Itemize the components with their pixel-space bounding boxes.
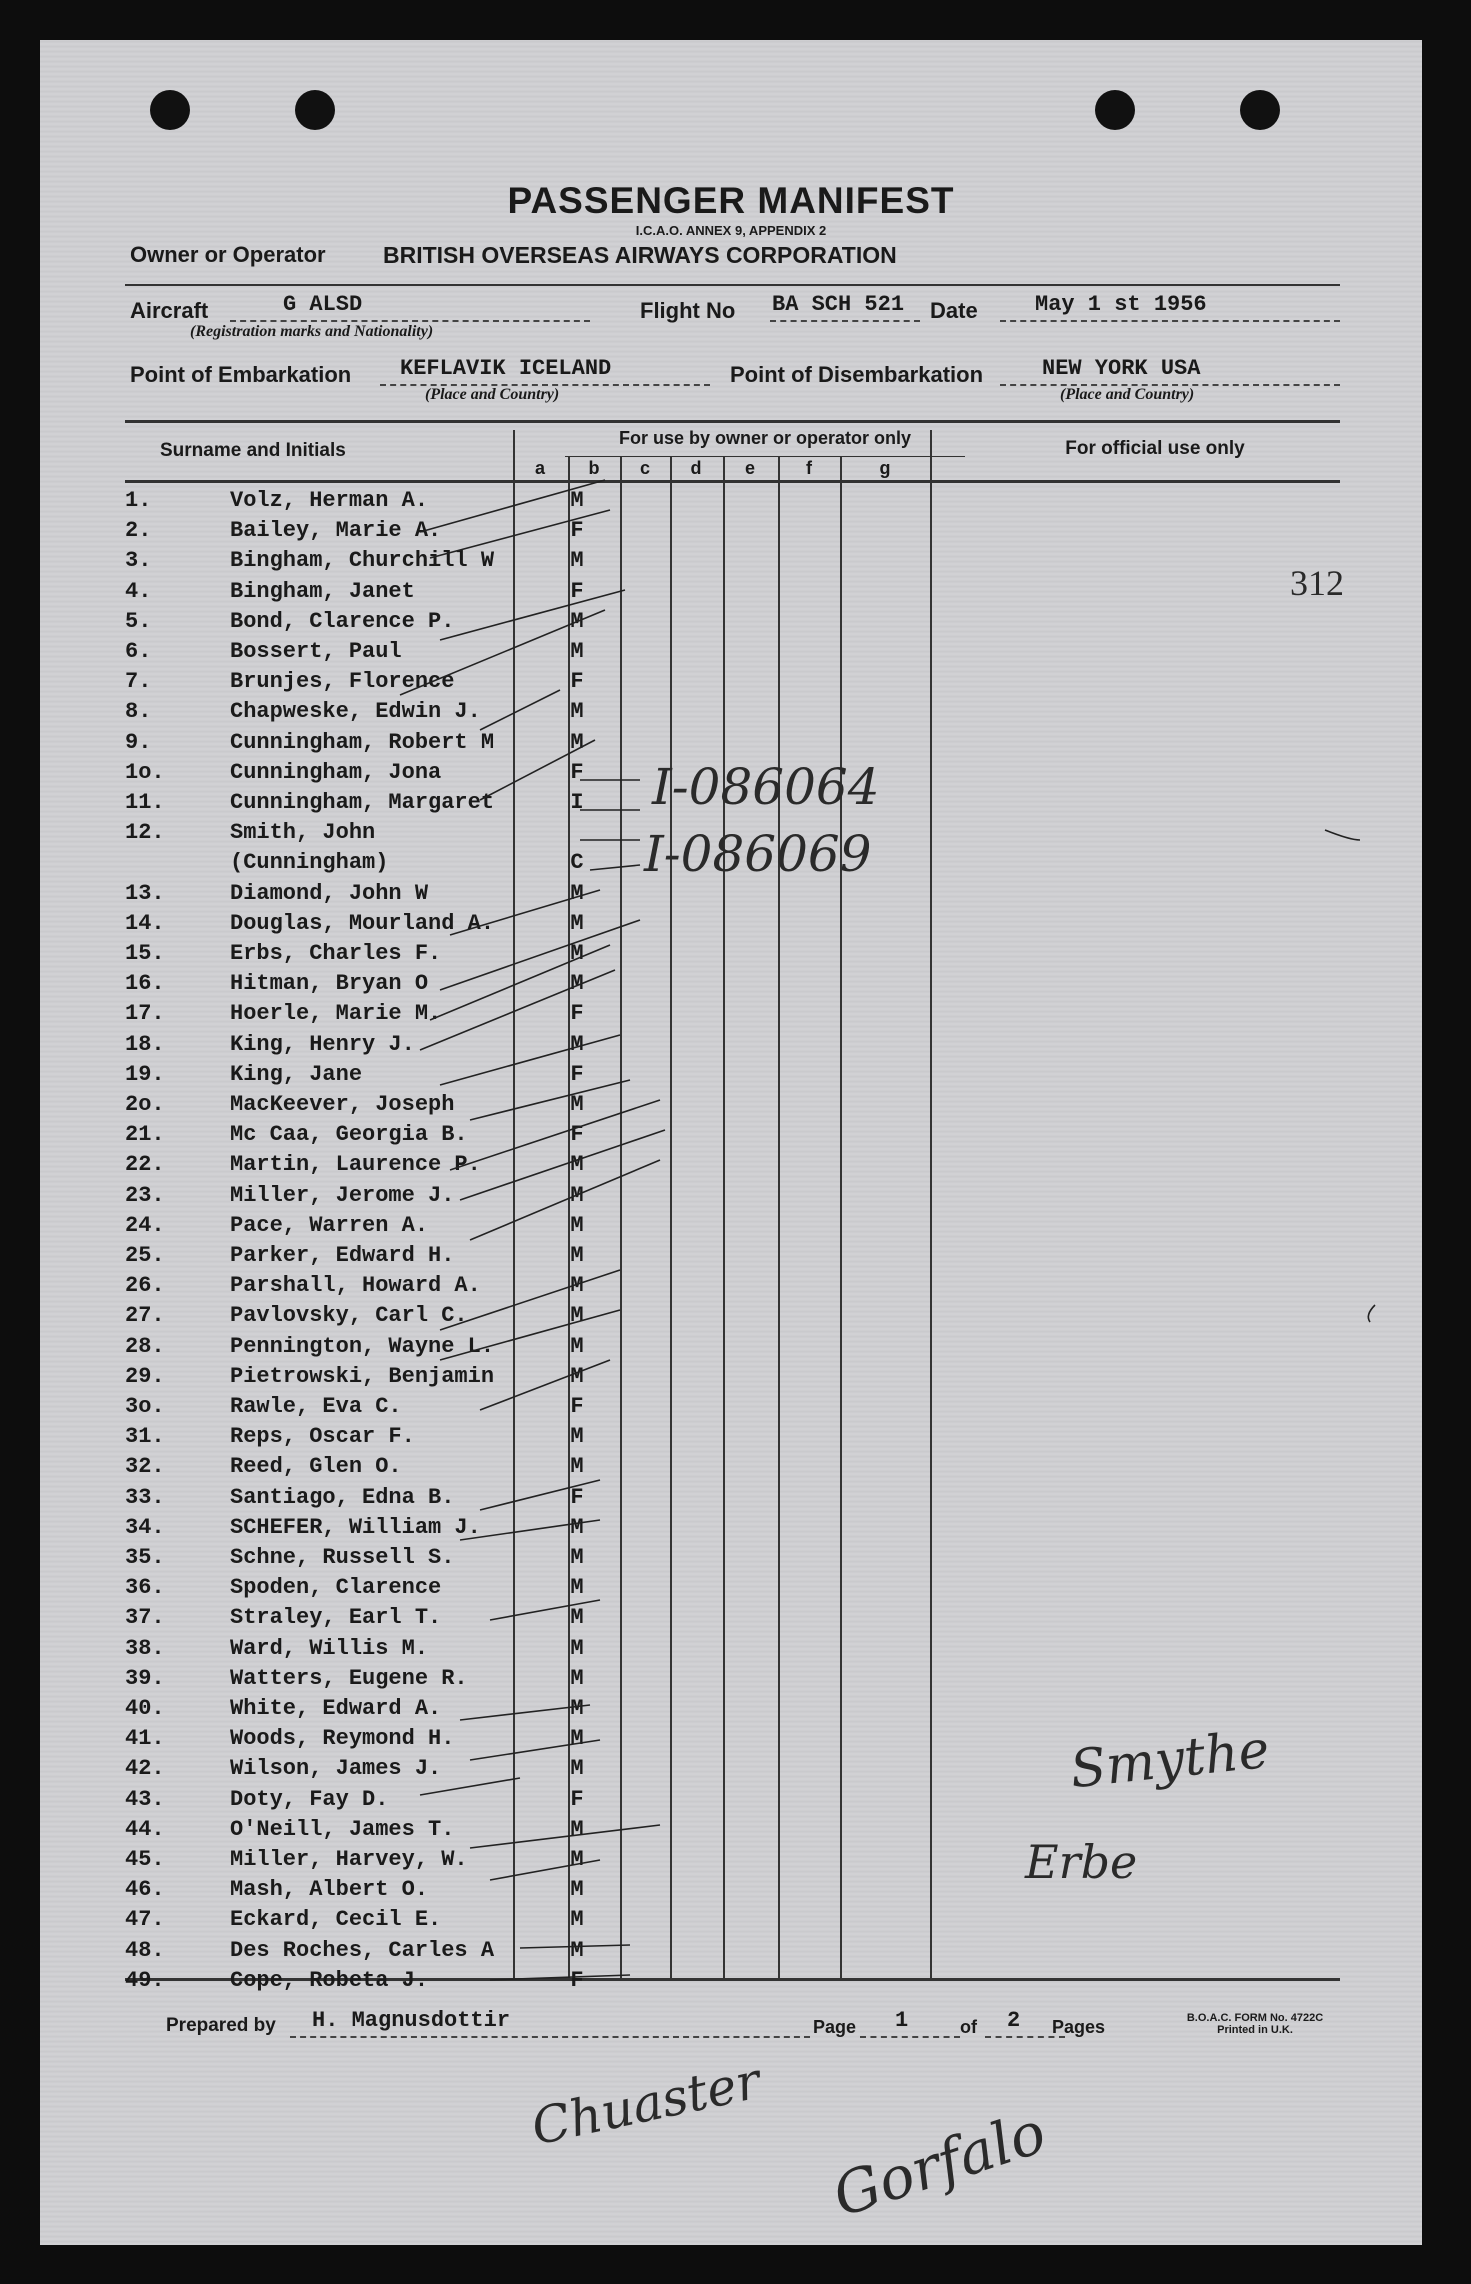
passenger-number: 34.: [125, 1514, 165, 1540]
disembarkation-value: NEW YORK USA: [1042, 356, 1201, 381]
passenger-name: Bingham, Churchill W: [230, 548, 495, 574]
passenger-name: Pace, Warren A.: [230, 1212, 429, 1238]
printed-note: Printed in U.K.: [1217, 2024, 1293, 2036]
passenger-number: 38.: [125, 1635, 165, 1661]
passenger-number: 16.: [125, 971, 165, 997]
passenger-name: O'Neill, James T.: [230, 1816, 455, 1842]
passenger-sex: F: [570, 669, 584, 695]
passenger-number: 48.: [125, 1937, 165, 1963]
passenger-name: Smith, John: [230, 820, 376, 846]
embarkation-caption: (Place and Country): [425, 386, 560, 403]
passenger-sex: C: [570, 850, 584, 876]
passenger-name: Bailey, Marie A.: [230, 518, 442, 544]
aircraft-value: G ALSD: [283, 292, 363, 317]
date-value: May 1 st 1956: [1035, 292, 1207, 317]
column-header-e: e: [744, 458, 755, 478]
surname-header: Surname and Initials: [160, 440, 346, 461]
column-header-d: d: [690, 458, 702, 478]
date-label: Date: [930, 298, 978, 323]
passenger-number: 29.: [125, 1363, 165, 1389]
disembarkation-caption: (Place and Country): [1060, 386, 1195, 403]
passenger-name: Brunjes, Florence: [230, 669, 455, 695]
of-label: of: [960, 2017, 977, 2037]
passenger-sex: M: [570, 1545, 584, 1570]
owner-value: BRITISH OVERSEAS AIRWAYS CORPORATION: [383, 242, 897, 268]
owner-label: Owner or Operator: [130, 242, 326, 267]
passenger-number: 6.: [125, 639, 152, 664]
passenger-name: Eckard, Cecil E.: [230, 1907, 442, 1933]
passenger-name: Cunningham, Jona: [230, 759, 442, 785]
passenger-sex: F: [570, 1967, 584, 1993]
operator-header: For use by owner or operator only: [618, 428, 912, 448]
passenger-name: Des Roches, Carles A: [230, 1937, 495, 1963]
passenger-sex: M: [570, 1575, 584, 1601]
passenger-sex: M: [570, 699, 584, 725]
passenger-name: Parker, Edward H.: [230, 1243, 455, 1268]
passenger-sex: M: [570, 1243, 584, 1268]
passenger-name: Straley, Earl T.: [230, 1605, 442, 1631]
passenger-number: 33.: [125, 1484, 165, 1510]
passenger-number: 47.: [125, 1907, 165, 1933]
passenger-sex: M: [570, 1454, 584, 1480]
passenger-name: Mc Caa, Georgia B.: [230, 1122, 468, 1148]
passenger-sex: M: [570, 1877, 584, 1903]
passenger-number: 43.: [125, 1786, 165, 1812]
passenger-number: 3o.: [125, 1394, 165, 1419]
passenger-sex: M: [570, 1031, 584, 1057]
prepared-by-value: H. Magnusdottir: [312, 2008, 511, 2033]
passenger-number: 23.: [125, 1182, 165, 1208]
passenger-sex: M: [570, 488, 584, 513]
page-value: 1: [895, 2008, 909, 2033]
passenger-sex: F: [570, 759, 584, 785]
passenger-name: Hoerle, Marie M.: [230, 1001, 442, 1027]
passenger-number: 19.: [125, 1061, 165, 1087]
passenger-name: Cope, Robeta J.: [230, 1967, 429, 1993]
passenger-name: Bond, Clarence P.: [230, 608, 455, 634]
passenger-name: Rawle, Eva C.: [230, 1394, 402, 1419]
checkmark-strokes: [40, 40, 1422, 2245]
passenger-name: Santiago, Edna B.: [230, 1484, 455, 1510]
passenger-number: 32.: [125, 1454, 165, 1480]
manifest-sheet: [40, 40, 1422, 2245]
form-number: [1165, 2012, 1345, 2036]
passenger-number: 41.: [125, 1726, 165, 1752]
flight-label: Flight No: [640, 298, 736, 323]
passenger-number: 17.: [125, 1001, 165, 1027]
passenger-name: Ward, Willis M.: [230, 1635, 429, 1661]
passenger-number: 28.: [125, 1333, 165, 1359]
passenger-name: Watters, Eugene R.: [230, 1665, 468, 1691]
handwritten-note-smythe: Smythe: [1067, 1719, 1273, 1801]
passenger-sex: M: [570, 1212, 584, 1238]
passenger-sex: F: [570, 1786, 584, 1812]
passenger-name: Miller, Jerome J.: [230, 1182, 455, 1208]
passenger-name: Schne, Russell S.: [230, 1545, 455, 1570]
passenger-number: 1.: [125, 488, 152, 513]
page-label: Page: [813, 2017, 857, 2037]
passenger-name: Miller, Harvey, W.: [230, 1847, 468, 1872]
passenger-number: 22.: [125, 1152, 165, 1178]
passenger-number: 13.: [125, 880, 165, 906]
passenger-name: Parshall, Howard A.: [230, 1273, 481, 1299]
passenger-number: 24.: [125, 1212, 165, 1238]
passenger-sex: M: [570, 1182, 584, 1208]
passenger-name: Doty, Fay D.: [230, 1786, 389, 1812]
passenger-name: White, Edward A.: [230, 1696, 442, 1721]
embarkation-label: Point of Embarkation: [130, 362, 352, 387]
passenger-sex: M: [570, 1303, 584, 1329]
passenger-sex: F: [570, 1394, 584, 1419]
prepared-by-label: Prepared by: [166, 2015, 276, 2036]
manifest-subtitle: I.C.A.O. ANNEX 9, APPENDIX 2: [635, 223, 827, 238]
passenger-sex: M: [570, 1605, 584, 1631]
passenger-name: (Cunningham): [230, 850, 389, 876]
passenger-sex: M: [570, 910, 584, 936]
passenger-sex: M: [570, 1847, 584, 1872]
passenger-number: 1o.: [125, 759, 165, 785]
passenger-sex: F: [570, 1061, 584, 1087]
passenger-number: 7.: [125, 669, 152, 695]
passenger-name: Bossert, Paul: [230, 639, 402, 664]
aircraft-caption: (Registration marks and Nationality): [190, 323, 434, 340]
passenger-number: 21.: [125, 1122, 165, 1148]
passenger-number: 3.: [125, 548, 152, 574]
passenger-sex: M: [570, 639, 584, 664]
passenger-sex: M: [570, 1756, 584, 1782]
passenger-name: Pavlovsky, Carl C.: [230, 1303, 468, 1329]
passenger-number: 44.: [125, 1816, 165, 1842]
passenger-number: 49.: [125, 1967, 165, 1993]
passenger-number: 4.: [125, 578, 152, 604]
passenger-number: 25.: [125, 1243, 165, 1268]
passenger-name: King, Jane: [230, 1061, 363, 1087]
passenger-name: Reed, Glen O.: [230, 1454, 402, 1480]
passenger-sex: F: [570, 1001, 584, 1027]
passenger-number: 35.: [125, 1545, 165, 1570]
passenger-number: 5.: [125, 608, 152, 634]
passenger-number: 26.: [125, 1273, 165, 1299]
passenger-number: 45.: [125, 1847, 165, 1872]
passenger-name: Pietrowski, Benjamin: [230, 1363, 495, 1389]
passenger-sex: M: [570, 608, 584, 634]
passenger-name: Wilson, James J.: [230, 1756, 442, 1782]
page-stamp-number: 312: [1290, 563, 1344, 603]
passenger-number: 46.: [125, 1877, 165, 1903]
passenger-number: 31.: [125, 1424, 165, 1450]
disembarkation-label: Point of Disembarkation: [730, 362, 984, 387]
passenger-number: 15.: [125, 941, 165, 966]
column-header-g: g: [879, 458, 891, 478]
passenger-sex: M: [570, 1665, 584, 1691]
passenger-sex: M: [570, 1363, 584, 1389]
passenger-number: 2o.: [125, 1092, 165, 1117]
passenger-name: Volz, Herman A.: [230, 488, 429, 513]
passenger-number: 27.: [125, 1303, 165, 1329]
passenger-sex: M: [570, 1635, 584, 1661]
passenger-name: Diamond, John W: [230, 880, 429, 906]
passenger-name: MacKeever, Joseph: [230, 1092, 455, 1117]
flight-value: BA SCH 521: [772, 292, 905, 317]
passenger-sex: M: [570, 1092, 584, 1117]
document-number-2: I-086069: [644, 825, 872, 883]
passenger-sex: M: [570, 1726, 584, 1752]
of-value: 2: [1007, 2008, 1021, 2033]
passenger-number: 11.: [125, 790, 165, 815]
passenger-sex: M: [570, 880, 584, 906]
passenger-sex: I: [570, 790, 584, 815]
passenger-name: Bingham, Janet: [230, 578, 415, 604]
passenger-name: Pennington, Wayne L.: [230, 1333, 495, 1359]
passenger-sex: M: [570, 971, 584, 997]
form-label: B.O.A.C. FORM No. 4722C: [1186, 2012, 1324, 2024]
passenger-name: Mash, Albert O.: [230, 1877, 429, 1903]
passenger-number: 18.: [125, 1031, 165, 1057]
column-header-f: f: [806, 458, 812, 478]
passenger-name: Cunningham, Margaret: [230, 790, 495, 815]
passenger-sex: M: [570, 941, 584, 966]
passenger-sex: M: [570, 1907, 584, 1933]
official-header: For official use only: [1065, 438, 1245, 459]
passenger-number: 12.: [125, 820, 165, 846]
passenger-number: 40.: [125, 1696, 165, 1721]
passenger-name: Cunningham, Robert M: [230, 729, 495, 755]
passenger-number: 42.: [125, 1756, 165, 1782]
passenger-sex: M: [570, 548, 584, 574]
passenger-name: Reps, Oscar F.: [230, 1424, 415, 1450]
passenger-sex: M: [570, 1514, 584, 1540]
handwritten-note-erbe: Erbe: [1025, 1835, 1138, 1889]
handwritten-signature-1: Chuaster: [526, 2051, 766, 2157]
passenger-sex: M: [570, 1424, 584, 1450]
passenger-name: SCHEFER, William J.: [230, 1514, 481, 1540]
passenger-sex: M: [570, 1152, 584, 1178]
passenger-name: Hitman, Bryan O: [230, 971, 429, 997]
handwritten-signature-2: Gorfalo: [824, 2097, 1054, 2231]
passenger-sex: M: [570, 1816, 584, 1842]
passenger-sex: F: [570, 1484, 584, 1510]
passenger-sex: M: [570, 1937, 584, 1963]
passenger-sex: M: [570, 1273, 584, 1299]
column-header-b: b: [588, 458, 600, 478]
passenger-number: 9.: [125, 729, 152, 755]
document-number-1: I-086064: [652, 758, 880, 816]
passenger-number: 14.: [125, 910, 165, 936]
embarkation-value: KEFLAVIK ICELAND: [400, 356, 612, 381]
passenger-number: 39.: [125, 1665, 165, 1691]
passenger-number: 8.: [125, 699, 152, 725]
pages-label: Pages: [1052, 2017, 1106, 2037]
aircraft-label: Aircraft: [130, 298, 209, 323]
manifest-title: PASSENGER MANIFEST: [507, 180, 955, 221]
passenger-number: 36.: [125, 1575, 165, 1601]
passenger-name: Martin, Laurence P.: [230, 1152, 481, 1178]
column-header-c: c: [639, 458, 650, 478]
passenger-name: Woods, Reymond H.: [230, 1726, 455, 1752]
column-header-a: a: [534, 458, 545, 478]
passenger-sex: M: [570, 729, 584, 755]
passenger-name: Chapweske, Edwin J.: [230, 699, 481, 725]
passenger-sex: F: [570, 1122, 584, 1148]
passenger-number: 2.: [125, 518, 152, 544]
passenger-sex: F: [570, 518, 584, 544]
passenger-sex: F: [570, 578, 584, 604]
passenger-name: Erbs, Charles F.: [230, 941, 442, 966]
passenger-sex: M: [570, 1696, 584, 1721]
passenger-name: Spoden, Clarence: [230, 1575, 442, 1601]
passenger-name: Douglas, Mourland A.: [230, 910, 495, 936]
passenger-sex: M: [570, 1333, 584, 1359]
passenger-name: King, Henry J.: [230, 1031, 415, 1057]
passenger-number: 37.: [125, 1605, 165, 1631]
